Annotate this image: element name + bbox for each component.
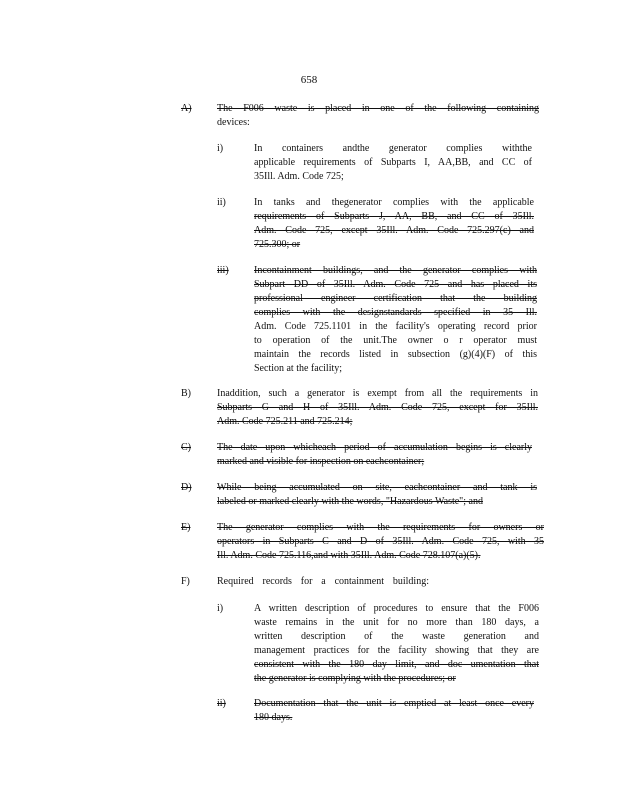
item-text [217,441,532,469]
text-line: A written description of procedures to ensure that the F006 [254,603,539,614]
item-text [217,575,429,589]
text-line: requirements of Subparts J, AA, BB, and CC of 35Ill. [254,211,534,222]
text-line: 35Ill. Adm. Code 725; [254,171,344,182]
item-label: i) [217,603,224,614]
text-line: Ill. Adm. Code 725.116,and with 35Ill. Adm. Code 728.107(a)(5). [217,550,481,561]
item-label: C) [181,442,191,453]
text-line: In containers andthe generator complies withthe [254,143,532,154]
item-text [217,481,537,509]
item-label: ii) [217,197,226,208]
text-line: to operation of the unit.The owner o r operator must [254,335,537,346]
text-line: Subparts G and H of 35Ill. Adm. Code 725, except for 35Ill. [217,402,538,413]
text-line: the generator is complying with the procedures; or [254,673,456,684]
text-line: marked and visible for inspection on eachcontainer; [217,456,425,467]
item-label: A) [181,103,192,114]
item-text [254,142,532,184]
text-line: labeled or marked clearly with the words, "Hazardous Waste"; and [217,496,483,507]
page-number: 658 [300,74,318,86]
item-text [217,102,539,130]
text-line: While being accumulated on site, eachcontainer and tank is [217,482,537,493]
text-line: applicable requirements of Subparts I, AA,BB, and CC of [254,157,532,168]
text-line: waste remains in the unit for no more than 180 days, a [254,617,539,628]
text-line: The F006 waste is placed in one of the following containing [217,103,539,114]
item-text [254,196,534,252]
text-line: Inaddition, such a generator is exempt from all the requirements in [217,388,538,399]
text-line: professional engineer certification that the building [254,293,537,304]
item-text [254,697,534,725]
text-line: devices: [217,117,250,128]
text-line: Adm. Code 725.1101 in the facility's operating record prior [254,321,537,332]
text-line: operators in Subparts C and D of 35Ill. Adm. Code 725, with 35 [217,536,544,547]
text-line: Section at the facility; [254,363,343,374]
text-line: consistent with the 180 day limit, and doc umentation that [254,659,539,670]
text-line: Required records for a containment building: [217,576,429,587]
item-label: D) [181,482,192,493]
text-line: In tanks and thegenerator complies with the applicable [254,197,534,208]
text-line: The generator complies with the requirements for owners or [217,522,544,533]
text-line: complies with the designstandards specified in 35 Ill. [254,307,537,318]
text-line: Subpart DD of 35Ill. Adm. Code 725 and has placed its [254,279,537,290]
text-line: Adm. Code 725, except 35Ill. Adm. Code 725.297(c) and [254,225,534,236]
text-line: 725.300; or [254,239,301,250]
item-label: i) [217,143,224,154]
item-label: F) [181,576,190,587]
text-line: 180 days. [254,712,293,723]
item-label: E) [181,522,191,533]
item-text [254,602,539,686]
text-line: maintain the records listed in subsection (g)(4)(F) of this [254,349,537,360]
item-label: ii) [217,698,226,709]
text-line: Incontainment buildings, and the generator complies with [254,265,537,276]
text-line: management practices for the facility showing that they are [254,645,539,656]
item-text [254,264,537,376]
item-label: B) [181,388,191,399]
text-line: written description of the waste generation and [254,631,539,642]
text-line: Documentation that the unit is emptied at least once every [254,698,534,709]
item-text [217,521,544,563]
item-label: iii) [217,265,229,276]
text-line: The date upon whicheach period of accumulation begins is clearly [217,442,532,453]
item-text [217,387,538,429]
text-line: Adm. Code 725.211 and 725.214; [217,416,353,427]
